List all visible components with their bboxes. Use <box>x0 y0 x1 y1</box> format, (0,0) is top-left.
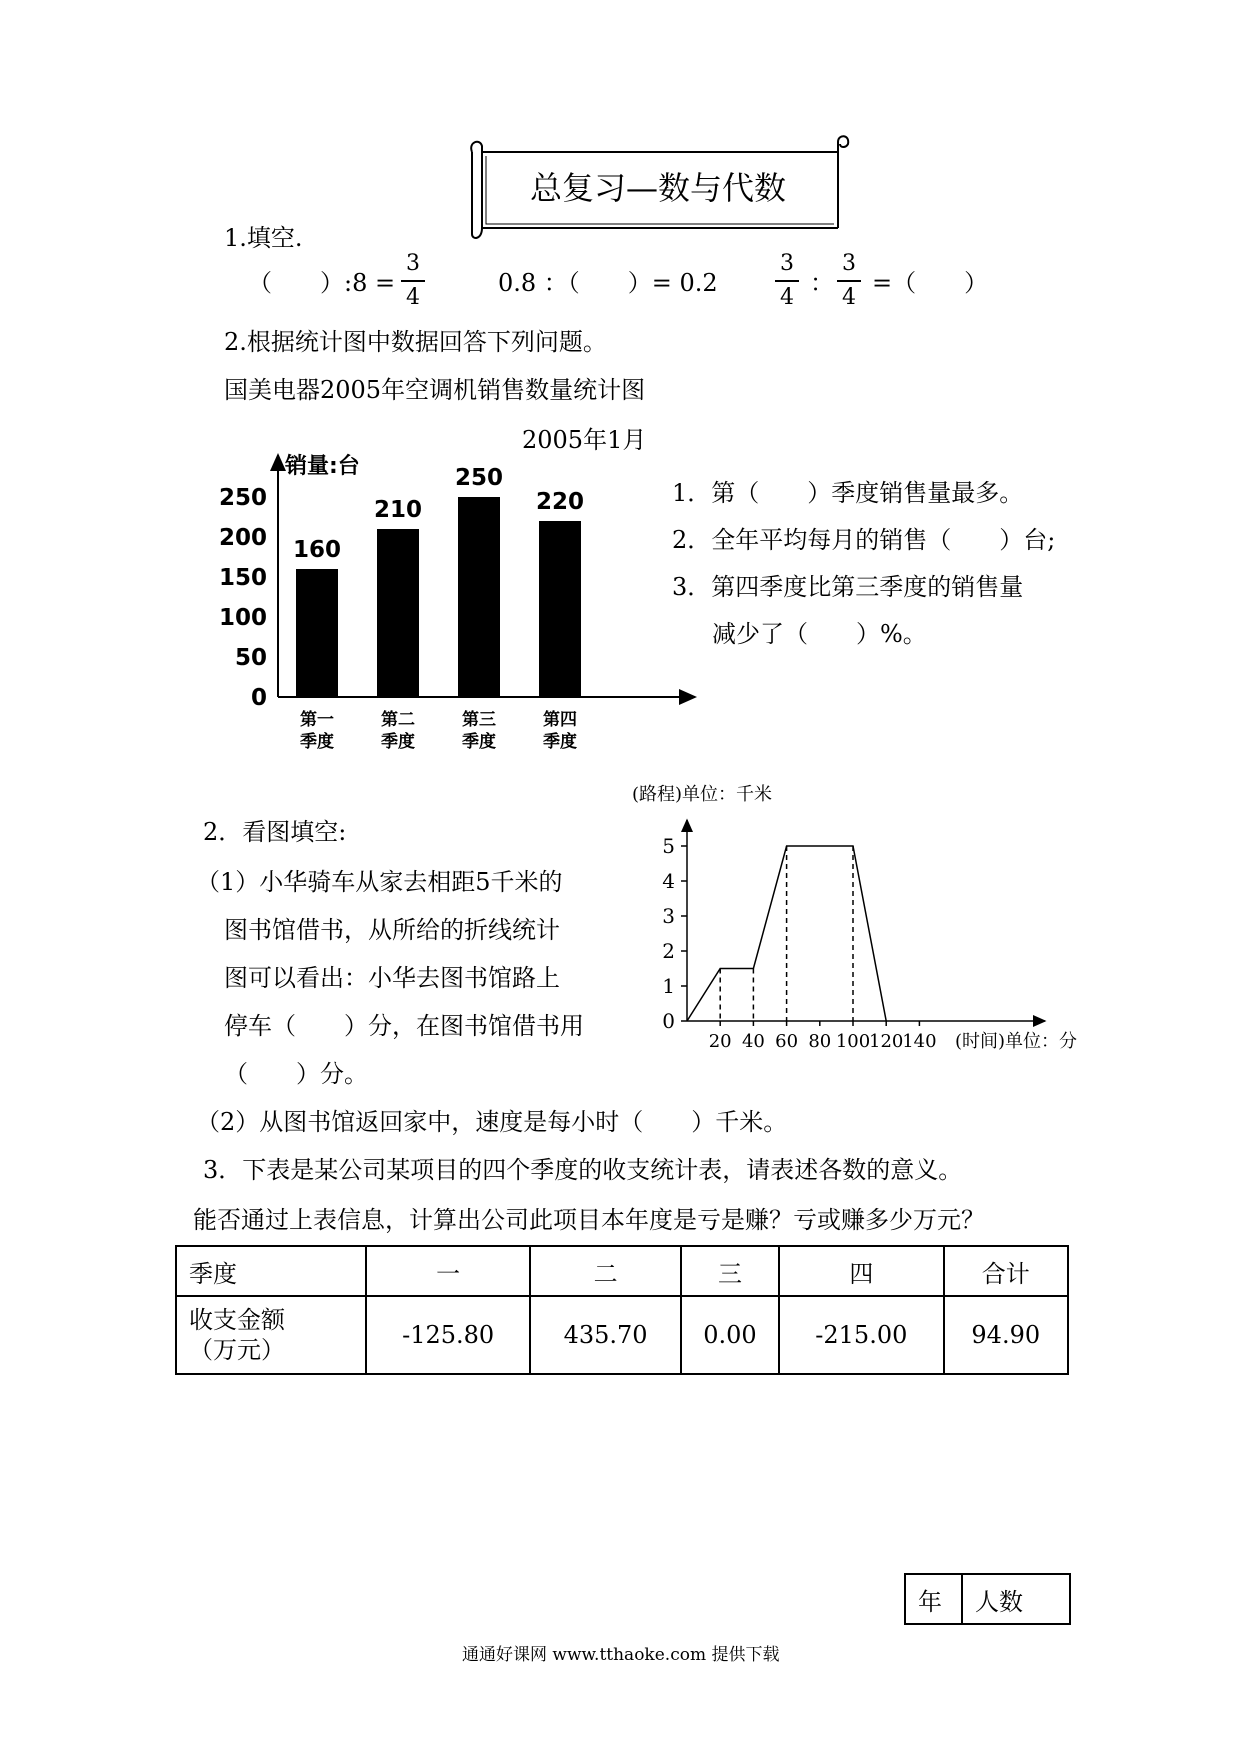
page-title: 总复习—数与代数 <box>530 169 787 207</box>
bar-chart-ytick-label: 200 <box>218 525 267 551</box>
bar-category-label: 季度 <box>300 732 334 752</box>
q2-question-2: 2．全年平均每月的销售（ ）台; <box>672 526 1056 554</box>
q2b-line-6: （2）从图书馆返回家中，速度是每小时（ ）千米。 <box>196 1108 788 1136</box>
q2-question-3: 3．第四季度比第三季度的销售量 <box>672 573 1024 601</box>
table-cell: 二 <box>530 1246 681 1296</box>
bar-category-label: 第一 <box>300 710 334 730</box>
q3-question: 能否通过上表信息，计算出公司此项目本年度是亏是赚？亏或赚多少万元？ <box>193 1206 985 1234</box>
table-cell: 一 <box>366 1246 530 1296</box>
bar-chart-ytick-label: 250 <box>218 485 267 511</box>
q2b-line-1: （1）小华骑车从家去相距5千米的 <box>196 868 563 896</box>
line-chart-xtick-label: 140 <box>902 1031 937 1052</box>
bar-value-label: 160 <box>292 537 342 563</box>
bar-chart-ytick-label: 0 <box>250 685 267 711</box>
line-chart-xtick-label: 20 <box>708 1031 732 1052</box>
line-chart <box>620 775 1090 1055</box>
bar-chart-ytick-label: 100 <box>218 605 267 631</box>
table-header-row <box>176 1246 1068 1296</box>
q3-label: 3．下表是某公司某项目的四个季度的收支统计表，请表述各数的意义。 <box>203 1156 963 1184</box>
line-chart-ytick-label: 2 <box>662 939 675 963</box>
line-chart-xtick-label: 100 <box>835 1031 871 1052</box>
bar-category-label: 季度 <box>381 732 415 752</box>
bar-category-label: 第二 <box>381 710 415 730</box>
bar-category-label: 第三 <box>462 710 496 730</box>
bar-value-label: 220 <box>535 489 585 515</box>
bar <box>377 529 419 697</box>
line-chart-ytick-label: 0 <box>662 1009 675 1033</box>
line-chart-ylabel: (路程)单位：千米 <box>632 784 773 805</box>
q1-item2: 0.8 ：（ ）= 0.2 <box>498 269 718 297</box>
line-chart-ytick-label: 5 <box>662 834 675 858</box>
bar <box>296 569 338 697</box>
q1-item3-right: =（ ） <box>872 269 989 297</box>
q2-question-1: 1．第（ ）季度销售量最多。 <box>672 479 1024 507</box>
table-cell: 435.70 <box>530 1296 681 1374</box>
bar-chart-title: 国美电器2005年空调机销售数量统计图 <box>224 376 646 404</box>
table-cell: 94.90 <box>944 1296 1068 1374</box>
bar-category-label: 季度 <box>462 732 496 752</box>
line-chart-ytick-label: 3 <box>662 904 675 928</box>
table-row <box>176 1296 1068 1374</box>
q1-fraction-3a: 3 4 <box>772 250 802 312</box>
q1-fraction-1: 3 4 <box>398 250 428 312</box>
bar-value-label: 250 <box>454 465 504 491</box>
q2-label: 2.根据统计图中数据回答下列问题。 <box>224 328 607 356</box>
q1-label: 1.填空. <box>224 224 303 252</box>
q2b-line-5: （ ）分。 <box>224 1060 368 1088</box>
q2b-line-4: 停车（ ）分，在图书馆借书用 <box>224 1012 584 1040</box>
line-chart-xtick-label: 120 <box>869 1031 904 1052</box>
table-cell: 四 <box>779 1246 943 1296</box>
bar-chart <box>215 445 715 765</box>
bar-chart-ytick-label: 150 <box>218 565 267 591</box>
table-cell: 合计 <box>944 1246 1068 1296</box>
bar-chart-ylabel: 销量:台 <box>285 454 360 479</box>
bar-chart-date: 2005年1月 <box>522 426 647 454</box>
table-cell: 年 <box>905 1574 962 1624</box>
bar <box>458 497 500 697</box>
bar-category-label: 季度 <box>543 732 577 752</box>
line-chart-xtick-label: 40 <box>741 1031 765 1052</box>
line-chart-ytick-label: 4 <box>662 869 675 893</box>
q2-questions <box>672 470 1055 658</box>
table-cell: 人数 <box>962 1574 1070 1624</box>
q1-item1-left: （ ）:8 = <box>248 269 396 297</box>
table-cell: 季度 <box>176 1246 366 1296</box>
line-chart-xlabel: (时间)单位：分 <box>955 1031 1078 1052</box>
table-row-label: 收支金额 （万元） <box>176 1296 366 1374</box>
q2b-label: 2．看图填空: <box>203 818 347 846</box>
bar-category-label: 第四 <box>543 710 577 730</box>
bar-value-label: 210 <box>373 497 423 523</box>
income-table <box>175 1245 1069 1375</box>
table-cell: -125.80 <box>366 1296 530 1374</box>
q1-fraction-3b: 3 4 <box>834 250 864 312</box>
year-count-table <box>904 1573 1071 1625</box>
q2b-line-3: 图可以看出：小华去图书馆路上 <box>224 964 560 992</box>
table-cell: -215.00 <box>779 1296 943 1374</box>
line-chart-xtick-label: 60 <box>775 1031 799 1052</box>
q2b-line-2: 图书馆借书，从所给的折线统计 <box>224 916 560 944</box>
footer: 通通好课网 www.tthaoke.com 提供下载 <box>462 1645 780 1665</box>
bar <box>539 521 581 697</box>
bar-chart-ytick-label: 50 <box>234 645 267 671</box>
table-cell: 三 <box>681 1246 779 1296</box>
q1-colon: ： <box>810 269 834 297</box>
table-cell: 0.00 <box>681 1296 779 1374</box>
q2-question-3-cont: 减少了（ ）%。 <box>712 620 927 648</box>
line-chart-xtick-label: 80 <box>808 1031 832 1052</box>
line-chart-ytick-label: 1 <box>662 974 675 998</box>
